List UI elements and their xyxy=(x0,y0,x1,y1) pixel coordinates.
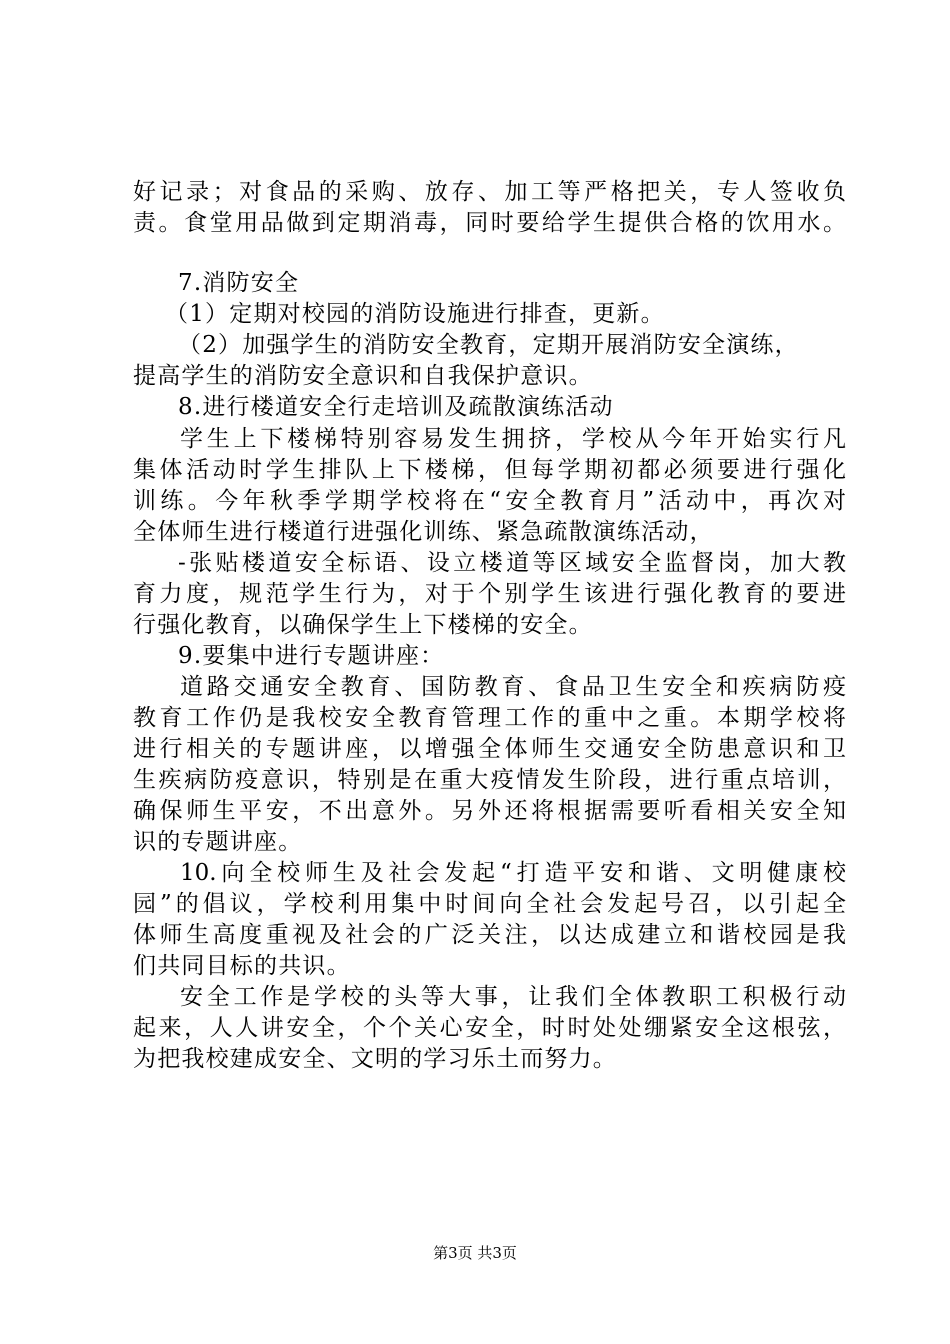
body-line: 们共同目标的共识。 xyxy=(133,953,351,979)
body-line: 安全工作是学校的头等大事，让我们全体教职工积极行动 xyxy=(180,984,846,1010)
body-line: 道路交通安全教育、国防教育、食品卫生安全和疾病防疫 xyxy=(180,674,846,700)
body-line: 起来，人人讲安全，个个关心安全，时时处处绷紧安全这根弦， xyxy=(133,1015,846,1041)
body-line: 确保师生平安，不出意外。另外还将根据需要听看相关安全知 xyxy=(133,798,846,824)
list-item: （2）加强学生的消防安全教育，定期开展消防安全演练， xyxy=(178,332,799,358)
body-line: 生疾病防疫意识，特别是在重大疫情发生阶段，进行重点培训， xyxy=(133,767,846,793)
body-line: 教育工作仍是我校安全教育管理工作的重中之重。本期学校将 xyxy=(133,705,846,731)
body-line: 行强化教育，以确保学生上下楼梯的安全。 xyxy=(133,612,593,638)
body-line: 为把我校建成安全、文明的学习乐土而努力。 xyxy=(133,1046,617,1072)
body-line: 责。食堂用品做到定期消毒，同时要给学生提供合格的饮用水。 xyxy=(133,210,846,236)
body-line: 训练。今年秋季学期学校将在“安全教育月”活动中，再次对 xyxy=(133,488,846,514)
body-line: 集体活动时学生排队上下楼梯，但每学期初都必须要进行强化 xyxy=(133,457,846,483)
body-line: 好记录；对食品的采购、放存、加工等严格把关，专人签收负 xyxy=(133,179,846,205)
section-heading: 7.消防安全 xyxy=(178,270,300,296)
section-heading: 8.进行楼道安全行走培训及疏散演练活动 xyxy=(178,394,614,420)
body-line: -张贴楼道安全标语、设立楼道等区域安全监督岗，加大教 xyxy=(178,550,846,576)
list-item: （1）定期对校园的消防设施进行排查，更新。 xyxy=(165,301,665,327)
body-line: 育力度，规范学生行为，对于个别学生该进行强化教育的要进 xyxy=(133,581,846,607)
body-line: 体师生高度重视及社会的广泛关注，以达成建立和谐校园是我 xyxy=(133,922,846,948)
body-line: 识的专题讲座。 xyxy=(133,829,303,855)
body-line: 学生上下楼梯特别容易发生拥挤，学校从今年开始实行凡 xyxy=(180,426,846,452)
page-number-footer: 第3页 共3页 xyxy=(433,1244,517,1262)
section-heading: 10.向全校师生及社会发起“打造平安和谐、文明健康校 xyxy=(180,860,846,886)
body-line: 全体师生进行楼道行进强化训练、紧急疏散演练活动， xyxy=(133,519,714,545)
section-heading: 9.要集中进行专题讲座： xyxy=(178,643,445,669)
body-line: 提高学生的消防安全意识和自我保护意识。 xyxy=(133,363,593,389)
body-line: 进行相关的专题讲座，以增强全体师生交通安全防患意识和卫 xyxy=(133,736,846,762)
body-line: 园”的倡议，学校利用集中时间向全社会发起号召，以引起全 xyxy=(133,891,846,917)
